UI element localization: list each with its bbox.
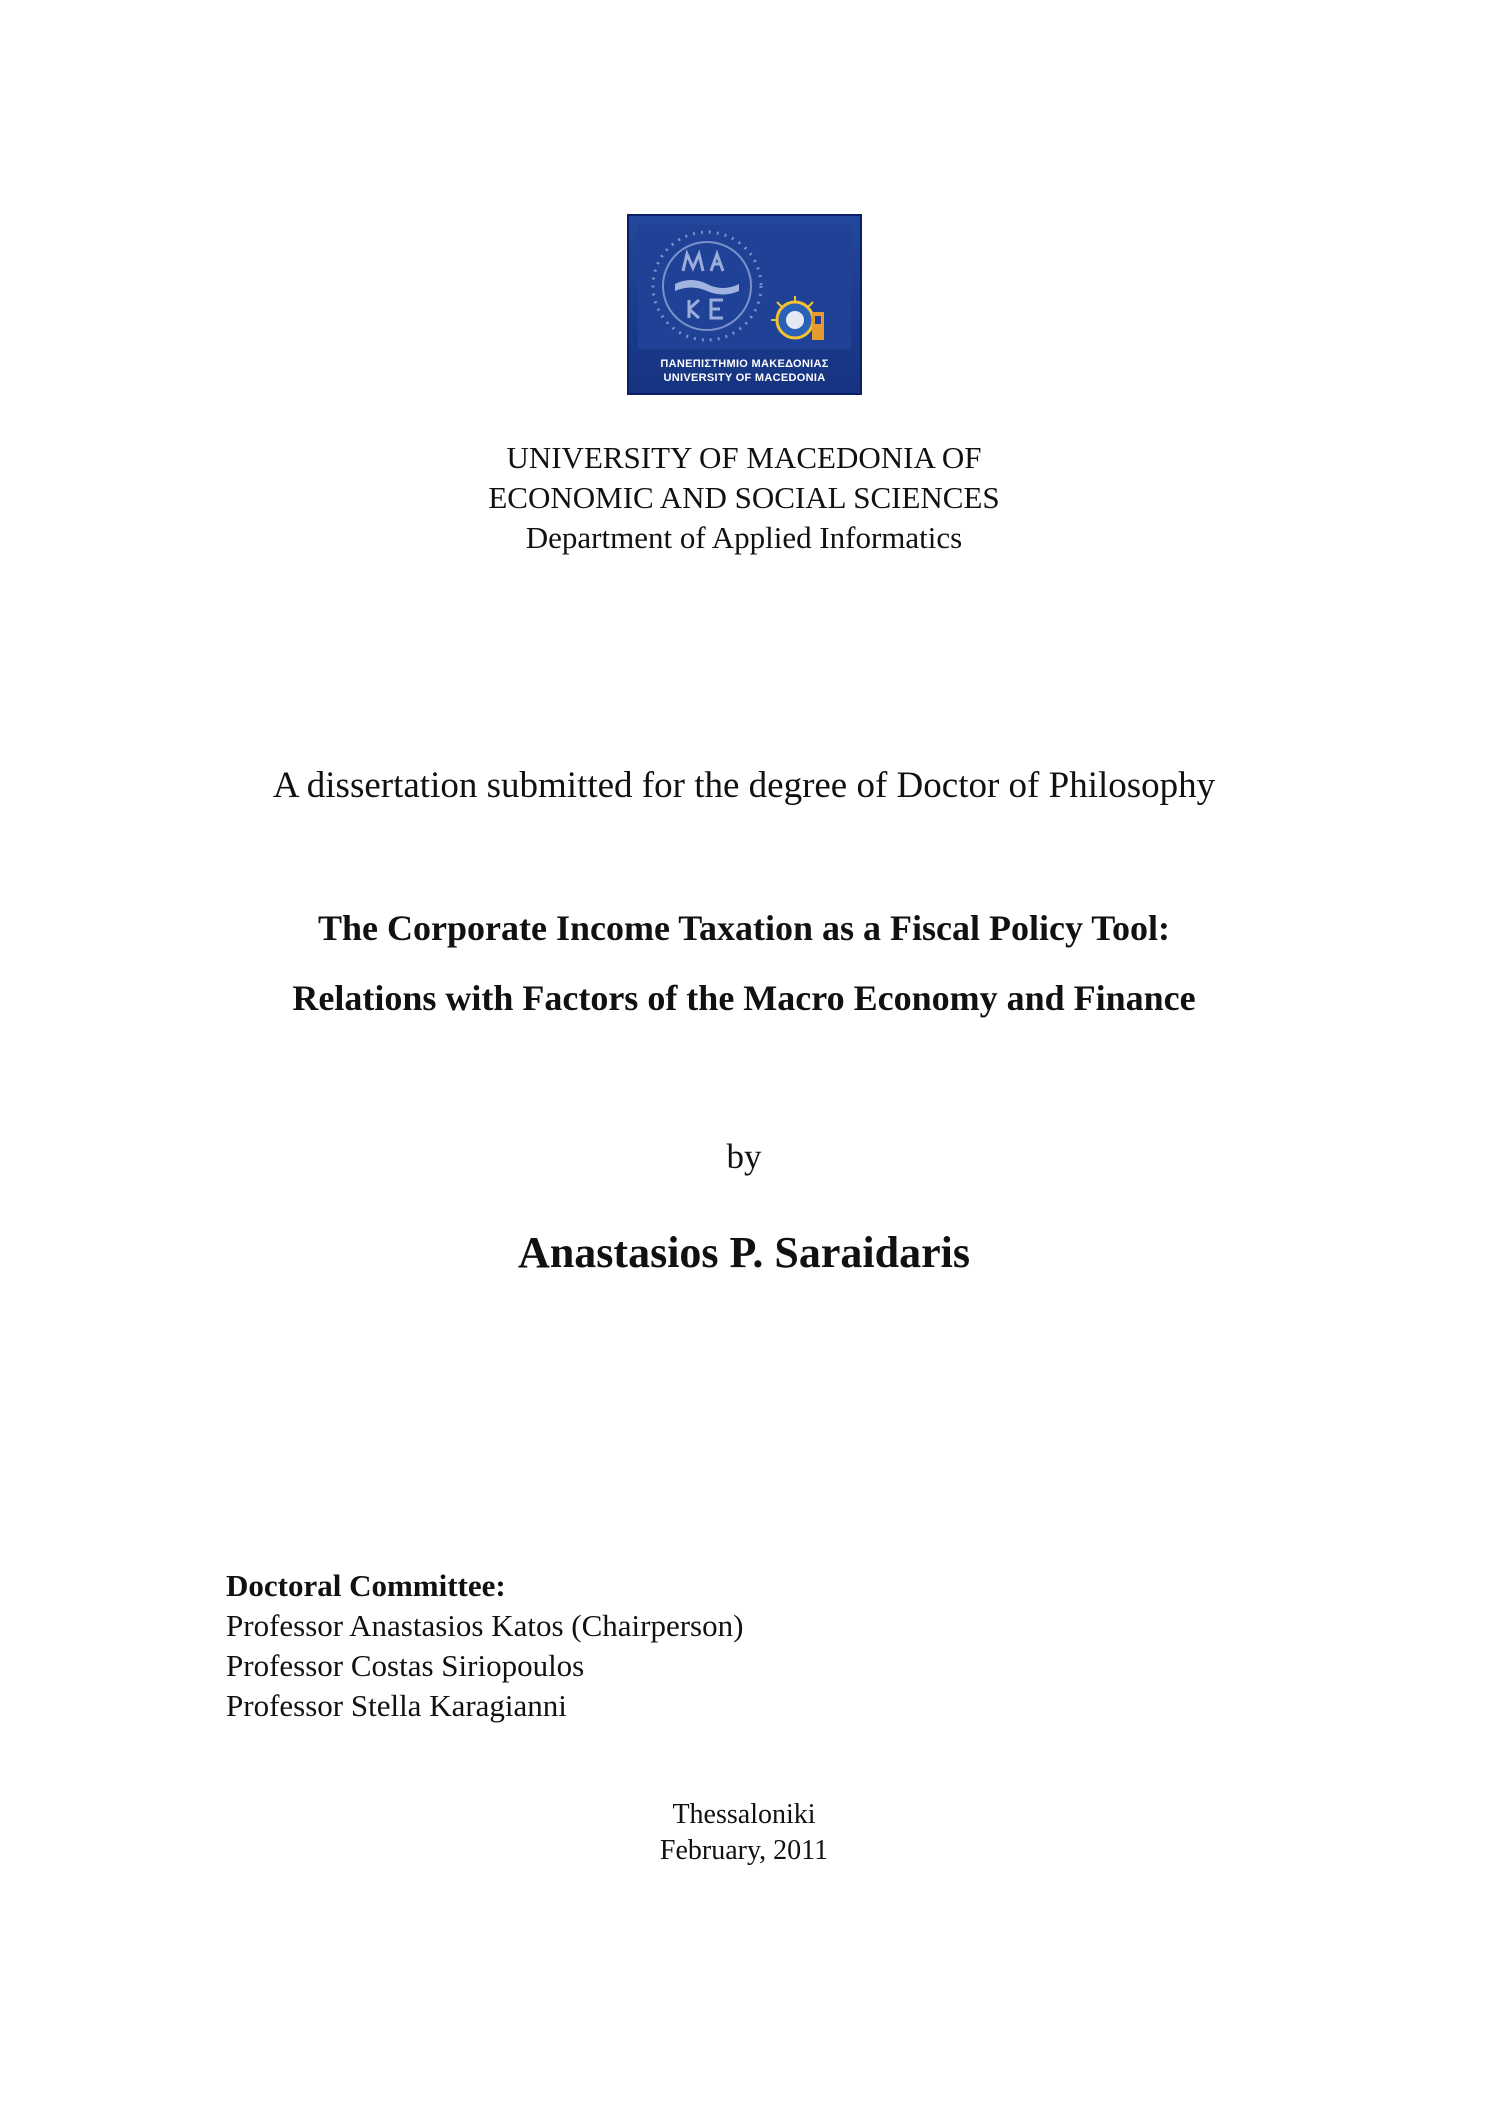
university-logo xyxy=(627,214,862,395)
thesis-title-line-2: Relations with Factors of the Macro Economy and Finance xyxy=(292,978,1196,1018)
institution-line-1: UNIVERSITY OF MACEDONIA OF xyxy=(506,440,982,475)
thesis-title-line-1: The Corporate Income Taxation as a Fiscal Policy Tool: xyxy=(317,908,1170,948)
dissertation-statement: A dissertation submitted for the degree of Doctor of Philosophy xyxy=(272,765,1216,806)
logo-english-name: UNIVERSITY OF MACEDONIA xyxy=(663,372,826,384)
committee-member: Professor Anastasios Katos (Chairperson) xyxy=(226,1608,744,1643)
institution-line-2: ECONOMIC AND SOCIAL SCIENCES xyxy=(488,480,1000,515)
doctoral-committee xyxy=(226,1566,743,1726)
place: Thessaloniki xyxy=(672,1799,816,1830)
logo-greek-name: ΠΑΝΕΠΙΣΤΗΜΙΟ ΜΑΚΕΔΟΝΙΑΣ xyxy=(660,358,829,370)
department-name: Department of Applied Informatics xyxy=(525,520,963,555)
committee-heading: Doctoral Committee: xyxy=(226,1568,506,1603)
committee-member: Professor Costas Siriopoulos xyxy=(226,1648,585,1683)
committee-member: Professor Stella Karagianni xyxy=(226,1688,567,1723)
by-label: by xyxy=(726,1137,762,1176)
date: February, 2011 xyxy=(659,1835,829,1866)
author-name: Anastasios P. Saraidaris xyxy=(518,1228,970,1277)
